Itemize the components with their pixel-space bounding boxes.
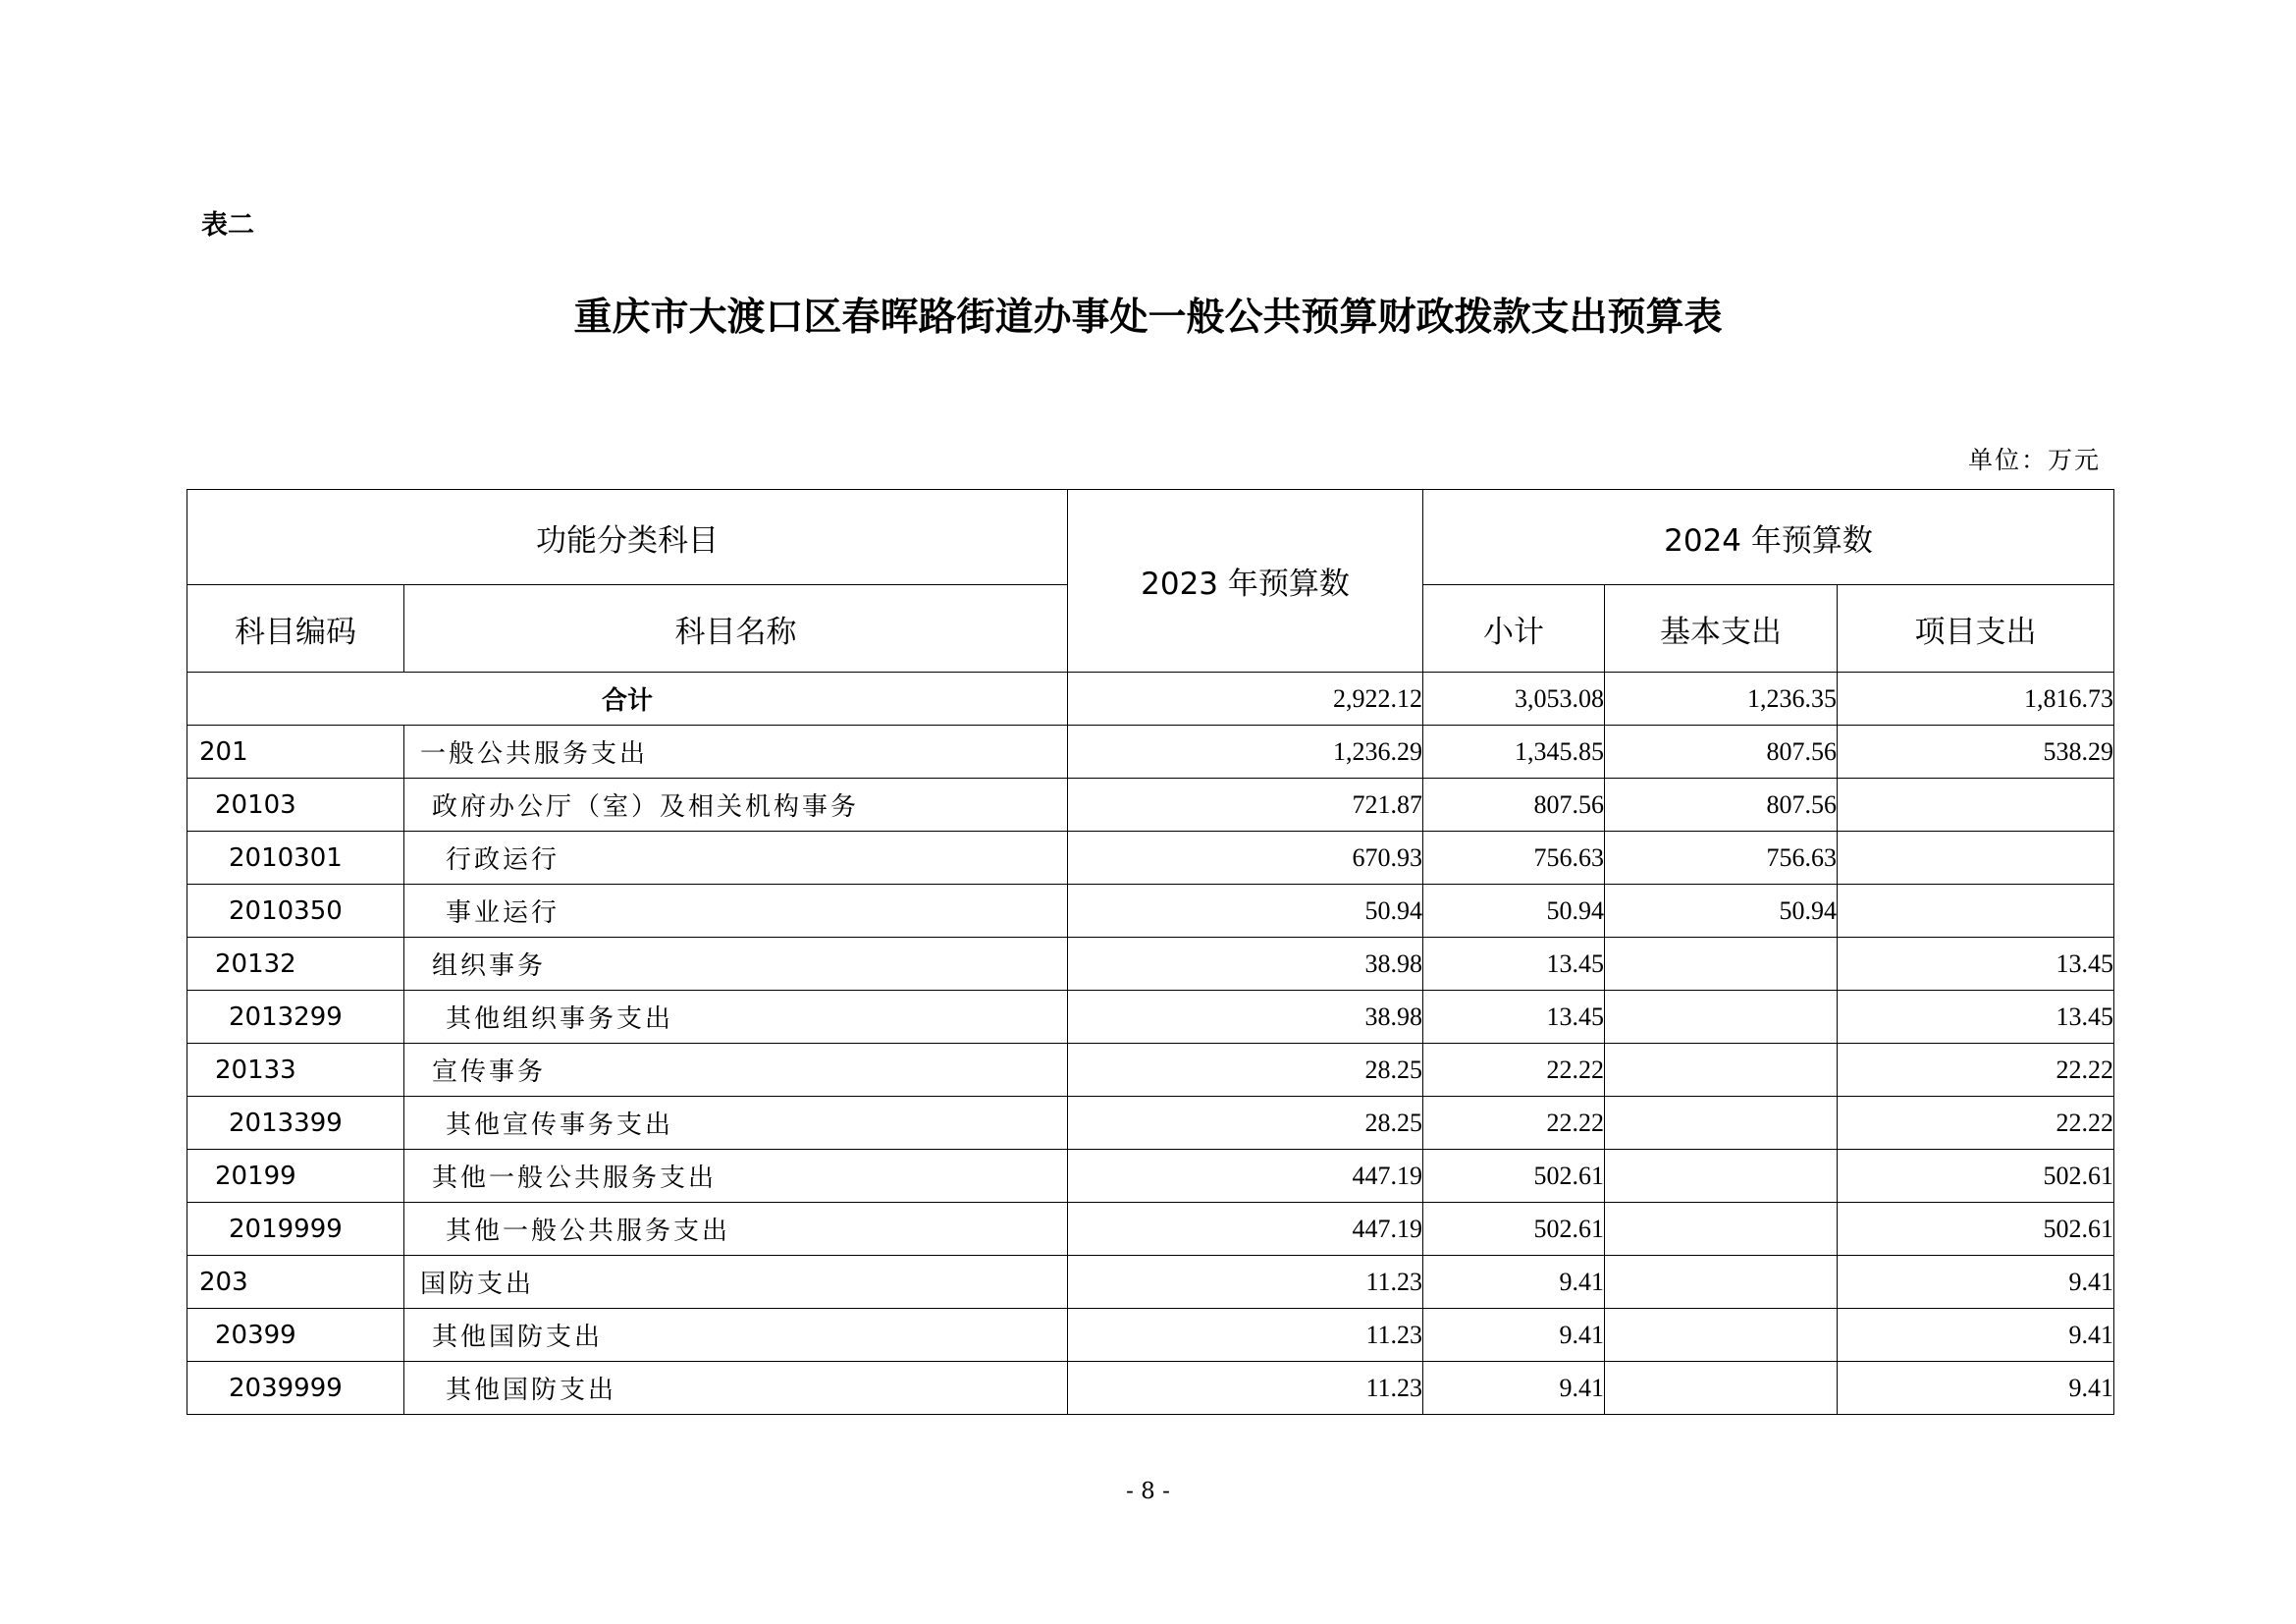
document-title: 重庆市大渡口区春晖路街道办事处一般公共预算财政拨款支出预算表 [573,295,1723,340]
row-basic [1605,1044,1838,1097]
row-project: 13.45 [1838,938,2114,991]
header-budget-2024: 2024 年预算数 [1423,490,2114,585]
row-basic [1605,1150,1838,1203]
row-project [1838,832,2114,885]
row-code: 2010301 [187,832,404,885]
row-subtotal: 807.56 [1423,779,1605,832]
row-project: 9.41 [1838,1362,2114,1415]
row-budget-2023: 50.94 [1068,885,1423,938]
table-row [187,1203,2114,1256]
row-name: 其他宣传事务支出 [404,1097,1068,1150]
row-project: 22.22 [1838,1044,2114,1097]
row-subtotal: 756.63 [1423,832,1605,885]
row-name: 其他国防支出 [404,1309,1068,1362]
row-subtotal: 502.61 [1423,1203,1605,1256]
row-name: 行政运行 [404,832,1068,885]
row-project: 502.61 [1838,1203,2114,1256]
row-basic: 756.63 [1605,832,1838,885]
row-budget-2023: 1,236.29 [1068,726,1423,779]
table-row [187,1097,2114,1150]
header-name: 科目名称 [404,585,1068,673]
table-row [187,726,2114,779]
row-budget-2023: 11.23 [1068,1256,1423,1309]
row-code: 20399 [187,1309,404,1362]
row-name: 一般公共服务支出 [404,726,1068,779]
unit-note: 单位：万元 [1967,446,2101,474]
row-name: 事业运行 [404,885,1068,938]
row-code: 20199 [187,1150,404,1203]
row-subtotal: 22.22 [1423,1097,1605,1150]
table-row [187,938,2114,991]
row-name: 组织事务 [404,938,1068,991]
row-code: 2039999 [187,1362,404,1415]
row-code: 2013399 [187,1097,404,1150]
row-subtotal: 22.22 [1423,1044,1605,1097]
table-row [187,779,2114,832]
table-label: 表二 [201,210,254,241]
row-name: 宣传事务 [404,1044,1068,1097]
row-budget-2023: 721.87 [1068,779,1423,832]
total-subtotal: 3,053.08 [1423,673,1605,726]
row-name: 国防支出 [404,1256,1068,1309]
header-classification: 功能分类科目 [187,490,1068,585]
row-name: 其他组织事务支出 [404,991,1068,1044]
row-budget-2023: 11.23 [1068,1362,1423,1415]
total-label: 合计 [187,673,1068,726]
row-name: 其他国防支出 [404,1362,1068,1415]
total-budget-2023: 2,922.12 [1068,673,1423,726]
row-project [1838,885,2114,938]
table-row [187,1150,2114,1203]
row-project [1838,779,2114,832]
table-body [187,673,2114,1415]
row-budget-2023: 11.23 [1068,1309,1423,1362]
row-project: 9.41 [1838,1309,2114,1362]
row-code: 2013299 [187,991,404,1044]
table-row [187,885,2114,938]
row-name: 其他一般公共服务支出 [404,1150,1068,1203]
total-basic: 1,236.35 [1605,673,1838,726]
row-project: 538.29 [1838,726,2114,779]
page-number: - 8 - [1126,1479,1170,1504]
table-row [187,1309,2114,1362]
row-budget-2023: 28.25 [1068,1097,1423,1150]
row-budget-2023: 447.19 [1068,1150,1423,1203]
row-basic [1605,1309,1838,1362]
header-code: 科目编码 [187,585,404,673]
row-code: 20132 [187,938,404,991]
row-budget-2023: 38.98 [1068,991,1423,1044]
row-basic [1605,1362,1838,1415]
table-row [187,1044,2114,1097]
row-basic [1605,1256,1838,1309]
row-budget-2023: 28.25 [1068,1044,1423,1097]
row-project: 9.41 [1838,1256,2114,1309]
row-subtotal: 13.45 [1423,938,1605,991]
row-subtotal: 9.41 [1423,1256,1605,1309]
row-subtotal: 9.41 [1423,1309,1605,1362]
table-row [187,991,2114,1044]
header-project: 项目支出 [1838,585,2114,673]
row-code: 201 [187,726,404,779]
row-basic: 50.94 [1605,885,1838,938]
row-basic [1605,938,1838,991]
row-budget-2023: 38.98 [1068,938,1423,991]
row-budget-2023: 447.19 [1068,1203,1423,1256]
header-subtotal: 小计 [1423,585,1605,673]
table-row [187,1256,2114,1309]
row-subtotal: 50.94 [1423,885,1605,938]
total-project: 1,816.73 [1838,673,2114,726]
row-code: 203 [187,1256,404,1309]
row-basic: 807.56 [1605,779,1838,832]
row-name: 其他一般公共服务支出 [404,1203,1068,1256]
row-code: 20133 [187,1044,404,1097]
row-subtotal: 13.45 [1423,991,1605,1044]
row-name: 政府办公厅（室）及相关机构事务 [404,779,1068,832]
row-basic [1605,1097,1838,1150]
row-basic [1605,991,1838,1044]
header-basic: 基本支出 [1605,585,1838,673]
total-row [187,673,2114,726]
row-project: 22.22 [1838,1097,2114,1150]
row-subtotal: 9.41 [1423,1362,1605,1415]
row-basic [1605,1203,1838,1256]
table-row [187,832,2114,885]
budget-table [187,489,2114,1415]
row-subtotal: 1,345.85 [1423,726,1605,779]
table-row [187,1362,2114,1415]
header-budget-2023: 2023 年预算数 [1068,490,1423,673]
row-budget-2023: 670.93 [1068,832,1423,885]
row-subtotal: 502.61 [1423,1150,1605,1203]
row-code: 20103 [187,779,404,832]
row-code: 2019999 [187,1203,404,1256]
row-project: 13.45 [1838,991,2114,1044]
row-basic: 807.56 [1605,726,1838,779]
row-code: 2010350 [187,885,404,938]
row-project: 502.61 [1838,1150,2114,1203]
